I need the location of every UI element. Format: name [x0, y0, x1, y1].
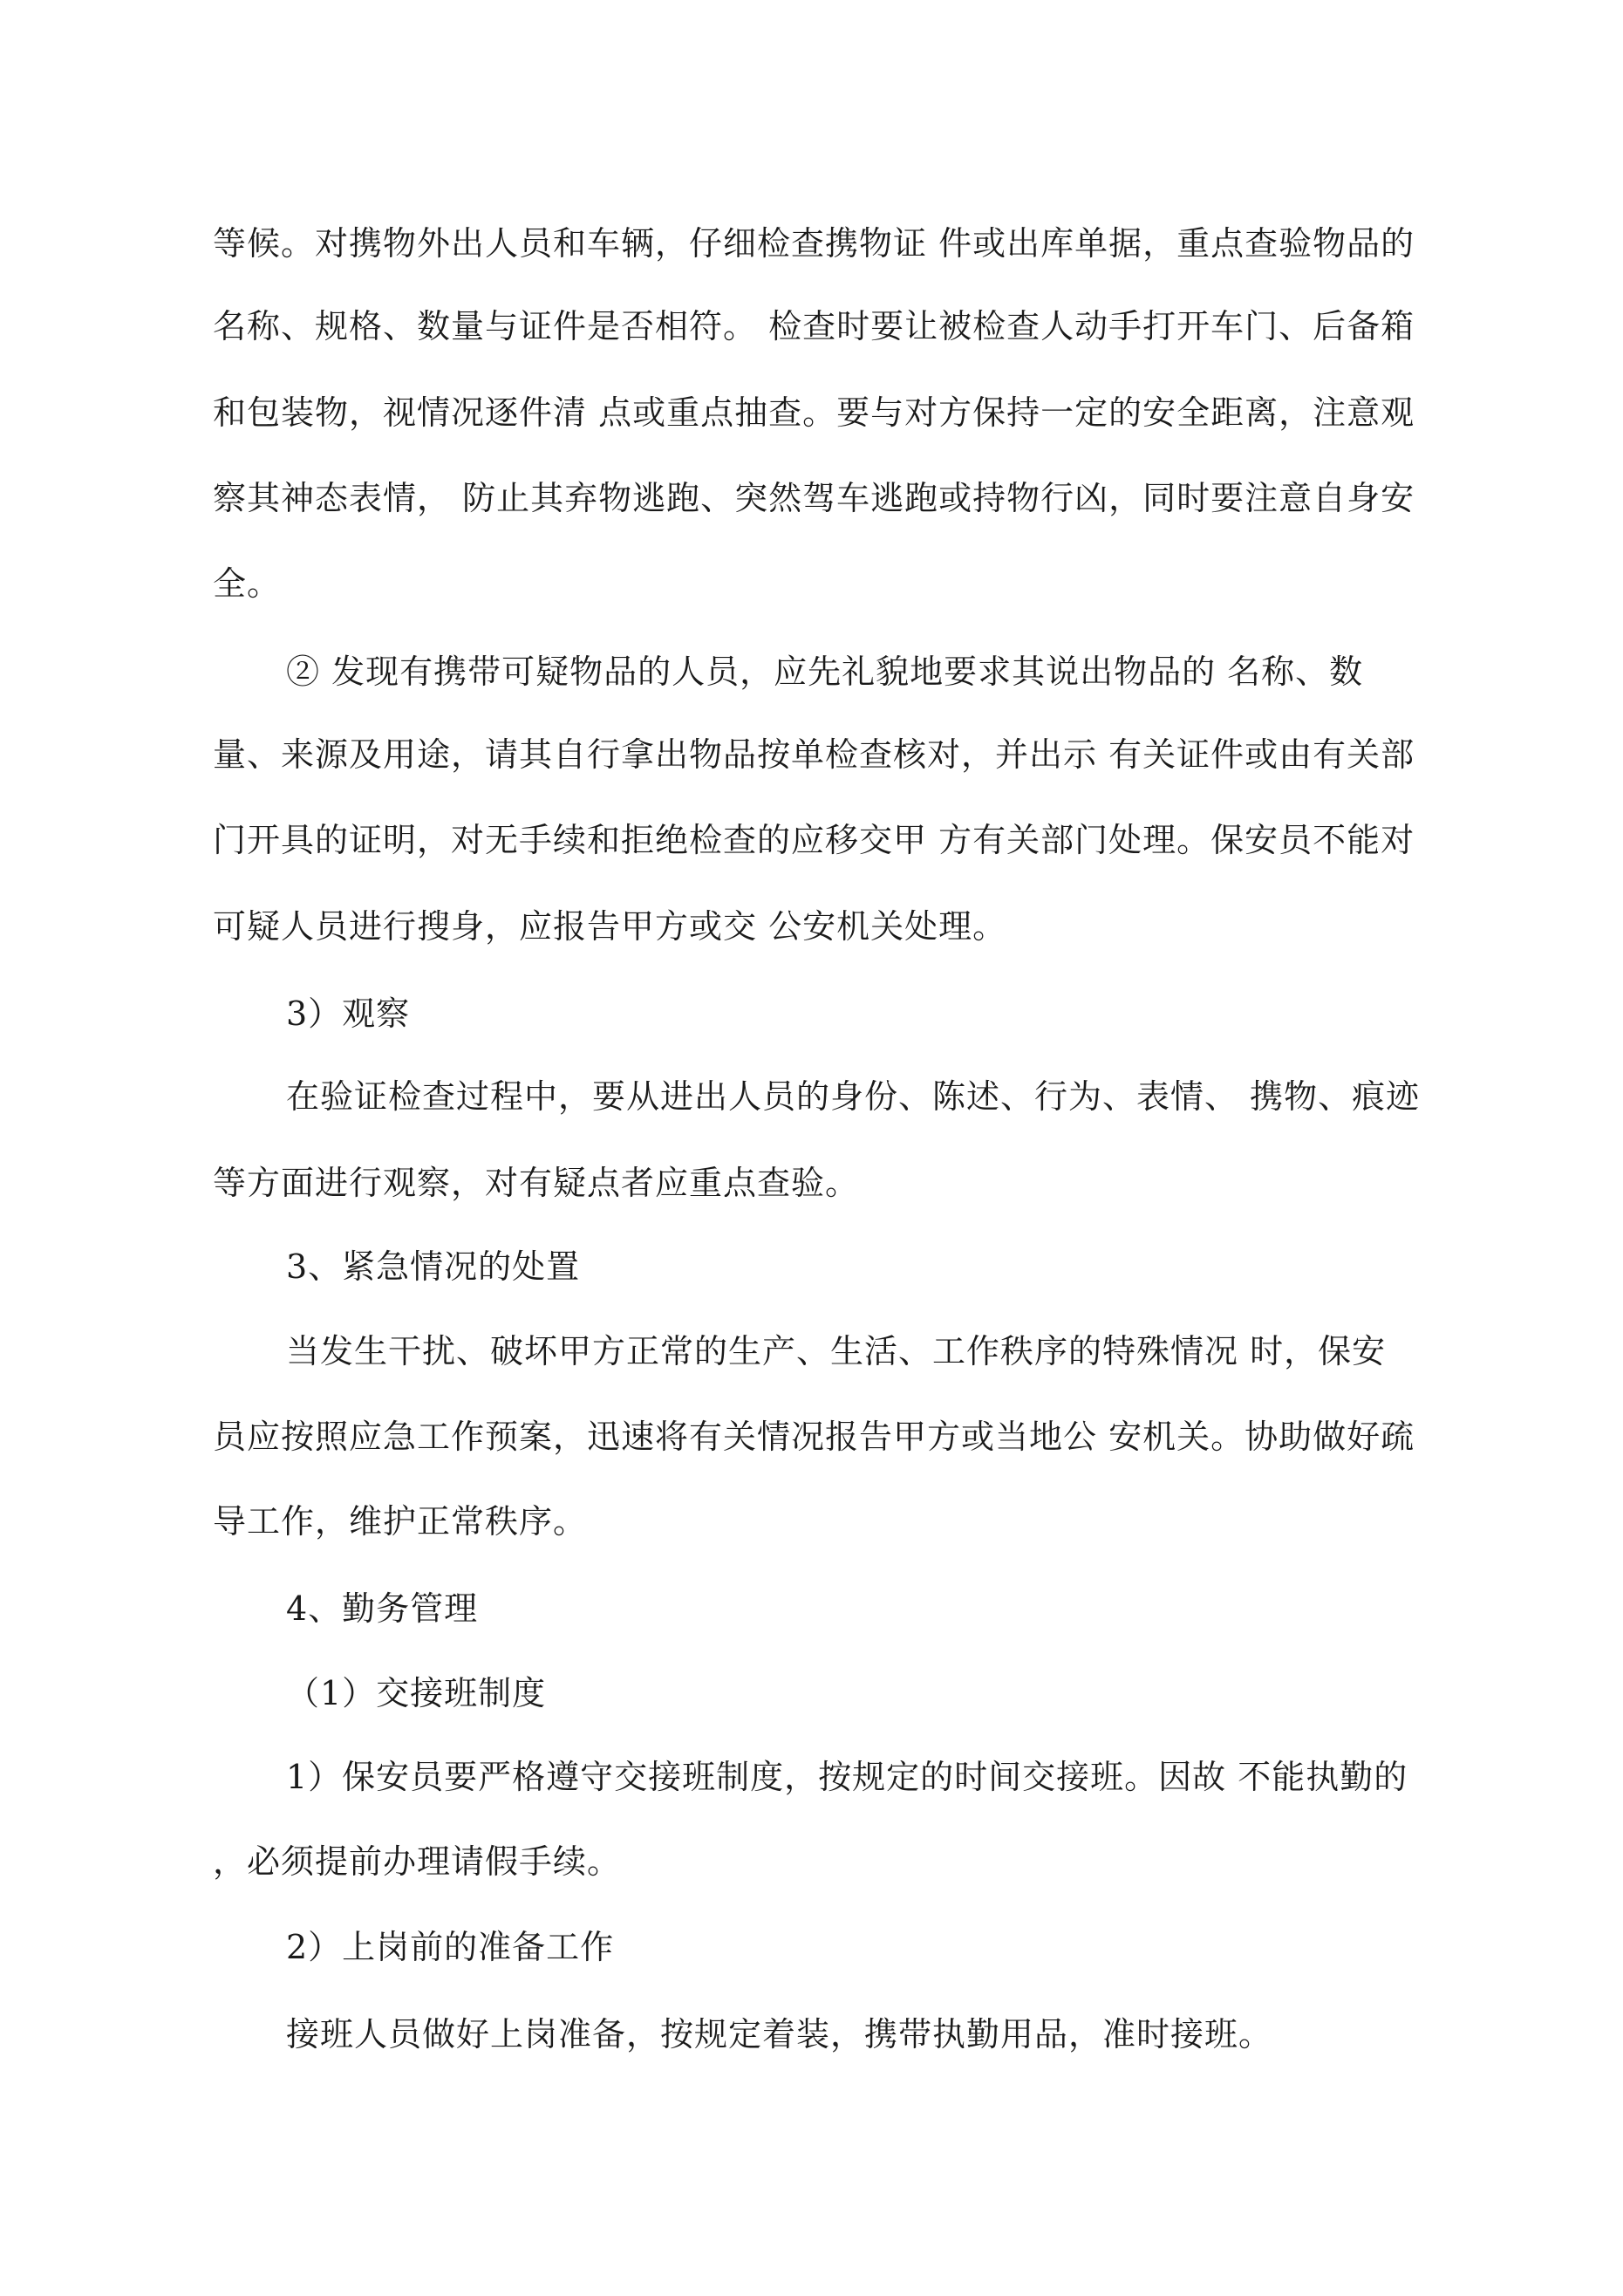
section-heading: （1）交接班制度 [286, 1674, 547, 1712]
text-line: 接班人员做好上岗准备，按规定着装，携带执勤用品，准时接班。 [286, 2015, 1273, 2053]
text-line: 导工作，维护正常秩序。 [213, 1502, 588, 1541]
text-line: 可疑人员进行搜身，应报告甲方或交 公安机关处理。 [213, 907, 1007, 946]
section-heading: 3）观察 [286, 994, 411, 1033]
text-line: ② 发现有携带可疑物品的人员，应先礼貌地要求其说出物品的 名称、数 [286, 653, 1364, 691]
text-line: 1）保安员要严格遵守交接班制度，按规定的时间交接班。因故 不能执勤的 [286, 1758, 1408, 1796]
text-line: 名称、规格、数量与证件是否相符。 检查时要让被检查人动手打开车门、后备箱 [213, 307, 1415, 345]
section-heading: 2）上岗前的准备工作 [286, 1928, 615, 1966]
section-heading: 3、紧急情况的处置 [286, 1247, 581, 1286]
text-line: 员应按照应急工作预案，迅速将有关情况报告甲方或当地公 安机关。协助做好疏 [213, 1418, 1415, 1456]
section-heading: 4、勤务管理 [286, 1589, 479, 1628]
text-line: ，必须提前办理请假手续。 [213, 1842, 622, 1881]
text-line: 门开具的证明，对无手续和拒绝检查的应移交甲 方有关部门处理。保安员不能对 [213, 821, 1415, 859]
text-line: 量、来源及用途，请其自行拿出物品按单检查核对，并出示 有关证件或由有关部 [213, 735, 1415, 774]
text-line: 察其神态表情， 防止其弃物逃跑、突然驾车逃跑或持物行凶，同时要注意自身安 [213, 479, 1415, 517]
text-line: 等候。对携物外出人员和车辆，仔细检查携物证 件或出库单据，重点查验物品的 [213, 224, 1415, 263]
text-line: 在验证检查过程中，要从进出人员的身份、陈述、行为、表情、 携物、痕迹 [286, 1077, 1421, 1116]
text-line: 全。 [213, 564, 282, 603]
text-line: 和包装物，视情况逐件清 点或重点抽查。要与对方保持一定的安全距离，注意观 [213, 393, 1415, 432]
text-line: 当发生干扰、破坏甲方正常的生产、生活、工作秩序的特殊情况 时，保安 [286, 1332, 1387, 1370]
text-line: 等方面进行观察，对有疑点者应重点查验。 [213, 1164, 860, 1202]
